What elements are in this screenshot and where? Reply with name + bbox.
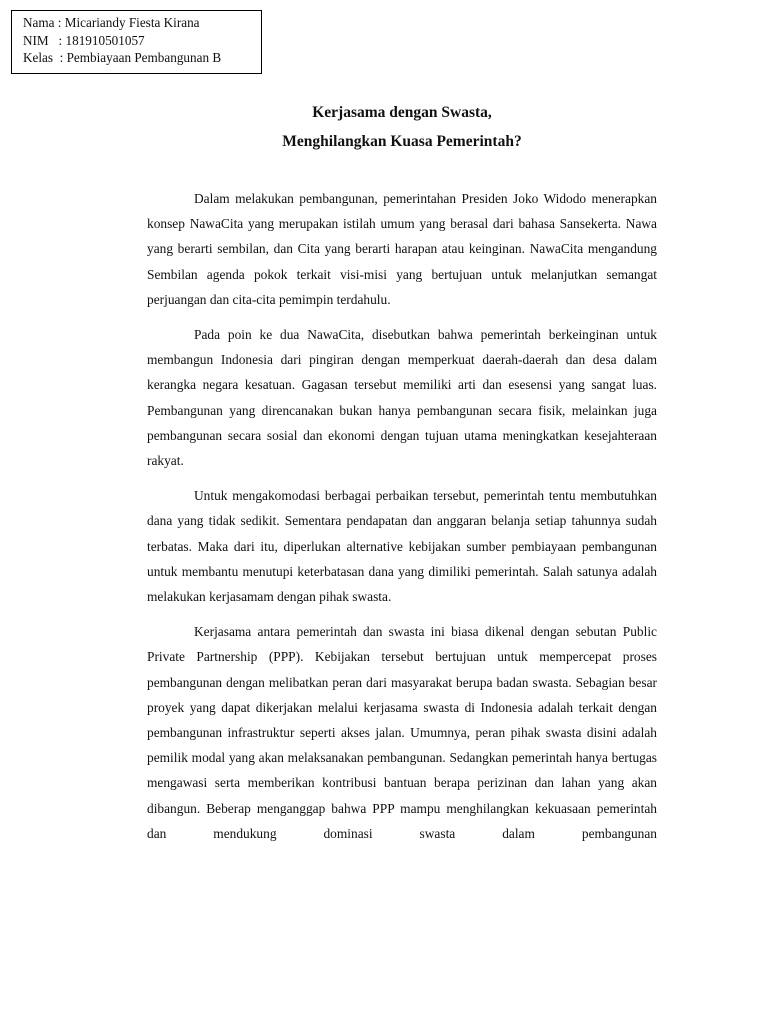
document-body [147,186,657,856]
nama-row [23,14,261,32]
paragraph-2: Pada poin ke dua NawaCita, disebutkan bahwa pemerintah berkeinginan untuk membangun Indonesia dari pingiran dengan memperkuat daerah-daerah dan desa dalam kerangka negara kesatuan. Gagasan tersebut memiliki arti dan esesensi yang sangat luas. Pembangunan yang direncanakan bukan hanya pembangunan secara fisik, melainkan juga pembangunan secara sosial dan ekonomi dengan tujuan utama meningkatkan kesejahteraan rakyat. [147,327,657,469]
document-title-line-1: Kerjasama dengan Swasta, [312,104,492,121]
paragraph-4: Kerjasama antara pemerintah dan swasta ini biasa dikenal dengan sebutan Public Private Partnership (PPP). Kebijakan tersebut bertujuan untuk mempercepat proses pembangunan dengan melibatkan peran dari masyarakat berupa badan swasta. Sebagian besar proyek yang dapat dikerjakan melalui kerjasama swasta di Indonesia adalah terkait dengan pembangunan infrastruktur seperti akses jalan. Umumnya, peran pihak swasta disini adalah pemilik modal yang akan melaksanakan pembangunan. Sedangkan pemerintah hanya bertugas mengawasi serta memberikan kontribusi bantuan berapa perizinan dan lahan yang akan dibangun. Beberap menganggap bahwa PPP mampu menghilangkan kekuasaan pemerintah dan mendukung dominasi swasta dalam pembangunan [147,624,657,841]
paragraph-1: Dalam melakukan pembangunan, pemerintahan Presiden Joko Widodo menerapkan konsep NawaCita yang merupakan istilah umum yang berasal dari bahasa Sansekerta. Nawa yang berarti sembilan, dan Cita yang berarti harapan atau keinginan. NawaCita mengandung Sembilan agenda pokok terkait visi-misi yang bertujuan untuk melanjutkan semangat perjuangan dan cita-cita pemimpin terdahulu. [147,191,657,307]
kelas-label: Kelas : [23,50,67,66]
paragraph-3: Untuk mengakomodasi berbagai perbaikan tersebut, pemerintah tentu membutuhkan dana yang tidak sedikit. Sementara pendapatan dan anggaran belanja setiap tahunnya sudah terbatas. Maka dari itu, diperlukan alternative kebijakan sumber pembiayaan pembangunan untuk membantu menutupi keterbatasan dana yang dimiliki pemerintah. Salah satunya adalah melakukan kerjasamam dengan pihak swasta. [147,488,657,605]
kelas-row [23,49,261,67]
nim-row [23,32,261,50]
nim-label: NIM : [23,32,66,48]
document-title-line-2: Menghilangkan Kuasa Pemerintah? [282,133,522,150]
nama-label: Nama : [23,15,65,30]
nim-value: 181910501057 [65,32,145,48]
student-identity-box [11,10,262,74]
nama-value: Micariandy Fiesta Kirana [64,15,200,30]
kelas-value: Pembiayaan Pembangunan B [66,50,222,66]
